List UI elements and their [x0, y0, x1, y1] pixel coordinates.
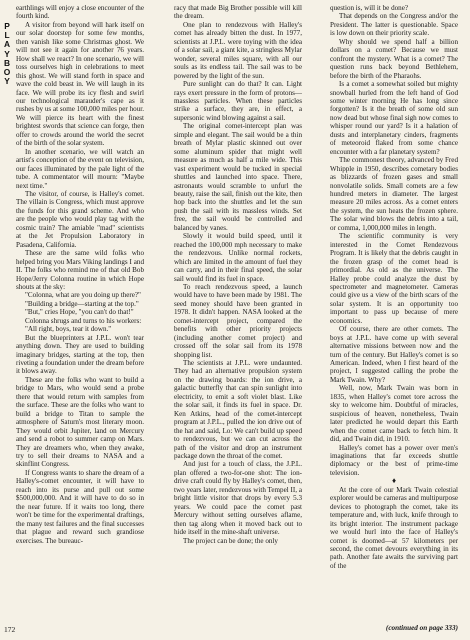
paragraph: Why should we spend half a billion dollars on a comet? Because we must confront the mystery. What is a comet? The question runs back beyond Bethlehem, before the birth of the Pharaohs.	[330, 37, 458, 80]
text-column-3	[330, 4, 458, 570]
paragraph: The scientists at J.P.L. were undaunted. They had an alternative propulsion system on the drawing boards: the ion drive, a galactic butterfly that can spin sunlight into electricity, to emit a soft violet blast. Like the solar sail, it finds its fuel in space. Dr. Ken Atkins, head of the comet-intercept program at J.P.L., pulled the ion drive out of the hat and said, Lo: We can't build up speed to rendezvous, but we can cut across the path of the visitor and drop an instrument package down the throat of the comet.	[174, 359, 302, 461]
paragraph: One plan to rendezvous with Halley's comet has already bitten the dust. In 1977, scientists at J.P.L. were toying with the idea of a solar sail, a giant kite, a stringless Mylar wonder, several miles square, with all our souls as its endless tail. The sail was to be powered by the light of the sun.	[174, 20, 302, 80]
paragraph: question is, will it be done?	[330, 4, 409, 12]
paragraph: Well, now, Mark Twain was born in 1835, when Halley's comet tore across the sky to welcome him. Doubtful of miracles, suspicious of heaven, nonetheless, Twain later predicted he would depart this Earth when the comet came back to fetch him. It did, and Twain did, in 1910.	[330, 384, 458, 444]
paragraph: That depends on the Congress and/or the President. The latter is questionable. Space is low down on their priority scale.	[330, 12, 458, 38]
paragraph: At the core of our Mark Twain celestial explorer would be cameras and multipurpose devices to photograph the comet, take its temperature and, with luck, knife through to its bright interior. The instrument package we would hurl into the face of Halley's comet is doomed—at 57 kilometers per second, the comet devours everything in its path. Another fate awaits the surviving part of the	[330, 485, 458, 570]
paragraph: These are the folks who want to build a bridge to Mars, who would send a probe there that would return with samples from the surface. These are the folks who want to build a bridge to Titan to sample the atmosphere of Saturn's most literary moon. They would orbit Jupiter, land on Mercury and send a robot to summer camp on Mars. They are dreamers who, when they awake, try to sell their dreams to NASA and a skinflint Congress.	[16, 375, 144, 469]
text-column-2	[174, 4, 302, 545]
section-separator: ♦	[391, 476, 397, 486]
paragraph: Halley's comet has a power over men's imaginations that far exceeds shuttle diplomacy or the best of prime-time television.	[330, 443, 458, 477]
paragraph: If Congress wants to share the dream of a Halley's-comet encounter, it will have to reach into its purse and pull out some $500,000,000. And it will have to do so in the near future. If it waits too long, there won't be time for the experimental draftings, the many test failures and the final successes that plague and reward such grandiose exercises. The bureauc-	[16, 468, 144, 545]
paragraph: The commonest theory, advanced by Fred Whipple in 1950, describes cometary bodies as blizzards of frozen gases and small nonvolatile solids. Small comets are a few hundred meters in diameter. The largest measure 20 miles across. As a comet enters the system, the sun heats the frozen sphere. The solar wind blows the debris into a tail, or comma, 1,000,000 miles in length.	[330, 156, 458, 232]
paragraph: In another scenario, we will watch an artist's conception of the event on television, our faces illuminated by the pale light of the tube. A commentator will mourn: "Maybe next time."	[16, 147, 144, 190]
paragraph: To reach rendezvous speed, a launch would have to have been made by 1981. The seed money should have been granted in 1978. It didn't happen. NASA looked at the comet-intercept project, compared the benefits with other priority projects (including another comet project) and crossed off the solar sail from its 1978 shopping list.	[174, 282, 302, 359]
page-number: 172	[4, 625, 16, 634]
paragraph: These are the same wild folks who helped bring you Mars Viking landings I and II. The folks who remind me of that old Bob Hope/Jerry Colonna routine in which Hope shouts at the sky:	[16, 249, 144, 291]
text-column-1	[16, 4, 144, 545]
paragraph: The visitor, of course, is Halley's comet. The villain is Congress, which must approve the funds for this grand scheme. And who are the people who would play tag with the cosmic train? The amiable "mad" scientists at the Jet Propulsion Laboratory in Pasadena, California.	[16, 189, 144, 249]
paragraph: The original comet-intercept plan was simple and elegant. The sail would be a thin breath of Mylar plastic skinned out over some aluminum spider that might well measure as much as half a mile wide. This vast experiment would be tucked in special shuttles and launched into space. There, astronauts would scramble to unfurl the beauty, raise the sail, finish out the kite, then hop back into the shuttles and let the sun push the sail with its massless winds. Set free, the sail would be controlled and balanced by vanes.	[174, 122, 302, 232]
paragraph: Pure sunlight can do that? It can. Light rays exert pressure in the form of protons—massless particles. When these particles strike a surface, they are, in effect, a supersonic wind blowing against a sail.	[174, 80, 302, 122]
paragraph: racy that made Big Brother possible will kill the dream.	[174, 4, 302, 21]
paragraph: Colonna shrugs and turns to his workers:	[25, 316, 142, 325]
paragraph: "But," cries Hope, "you can't do that!"	[25, 308, 134, 317]
paragraph: And just for a touch of class, the J.P.L. plan offered a two-for-one shot: The ion-drive craft could fly by Halley's comet, then, two years later, rendezvous with Tempel II, a bright little visitor that drops by every 5.3 years. We could pace the comet past Mercury without setting ourselves aflame, then tag along when it moved back out to hide itself in the mine-shaft universe.	[174, 460, 302, 537]
paragraph: "Colonna, what are you doing up there?"	[25, 291, 141, 300]
paragraph: "Building a bridge—starting at the top."	[25, 299, 139, 308]
paragraph: earthlings will enjoy a close encounter of the fourth kind.	[16, 4, 144, 21]
continued-note: (continued on page 333)	[385, 624, 458, 632]
paragraph: Slowly it would build speed, until it reached the 100,000 mph necessary to make the rendezvous. Unlike normal rockets, which are limited in the amount of fuel they can carry, and in their final speed, the solar sail would find its fuel in space.	[174, 232, 302, 283]
paragraph: A visitor from beyond will hark itself on our solar doorstep for some few months, then vanish like some Christmas ghost. We will not see it again for another 76 years. How shall we react? In one scenario, we will toss ourselves high in celebrations to meet this ghost. We will stand forth in space and wave the cold beast in. We will laugh in its face. We will probe its icy flesh and swirl our technological marauder's cape as it rushes by us at some 100,000 miles per hour. We will pierce its heart with the finest brightest swords that science can forge, then offer to crowds around the world the secret of the birth of the solar system.	[16, 20, 144, 148]
paragraph: The scientific community is very interested in the Comet Rendezvous Program. It is likely that the debris caught in the frozen grasp of the comet head is primordial. As old as the universe. The Halley probe could analyze the dust by spectrometer and magnetometer. Cameras could give us a view of the birth scars of the solar system. It is an opportunity too important to pass up because of mere economics.	[330, 232, 458, 325]
paragraph: Of course, there are other comets. The boys at J.P.L. have come up with several alternative missions between now and the turn of the century. But Halley's comet is so American. Indeed, when I first heard of the project, I suggested calling the probe the Mark Twain. Why?	[330, 325, 458, 384]
paragraph: But the blueprinters at J.P.L. won't tear anything down. They are used to building imaginary bridges, starting at the top, then riveting a foundation under the dream before it blows away.	[16, 333, 144, 376]
paragraph: "All right, boys, tear it down."	[25, 325, 112, 334]
magazine-title-vertical: P L A Y B O Y	[3, 21, 11, 87]
paragraph: The project can be done; the only	[183, 536, 278, 545]
paragraph: Is a comet a somewhat soiled but mighty snowball hurled from the left hand of God some winter morning He has long since forgotten? Is it the breath of some old sun now dead but whose final sigh now comes to whisper round our yard? Is it a halation of dusts and interplanetary cinders, fragments of meteoroid flaked from some chance encounter with a far planetary system?	[330, 80, 458, 156]
